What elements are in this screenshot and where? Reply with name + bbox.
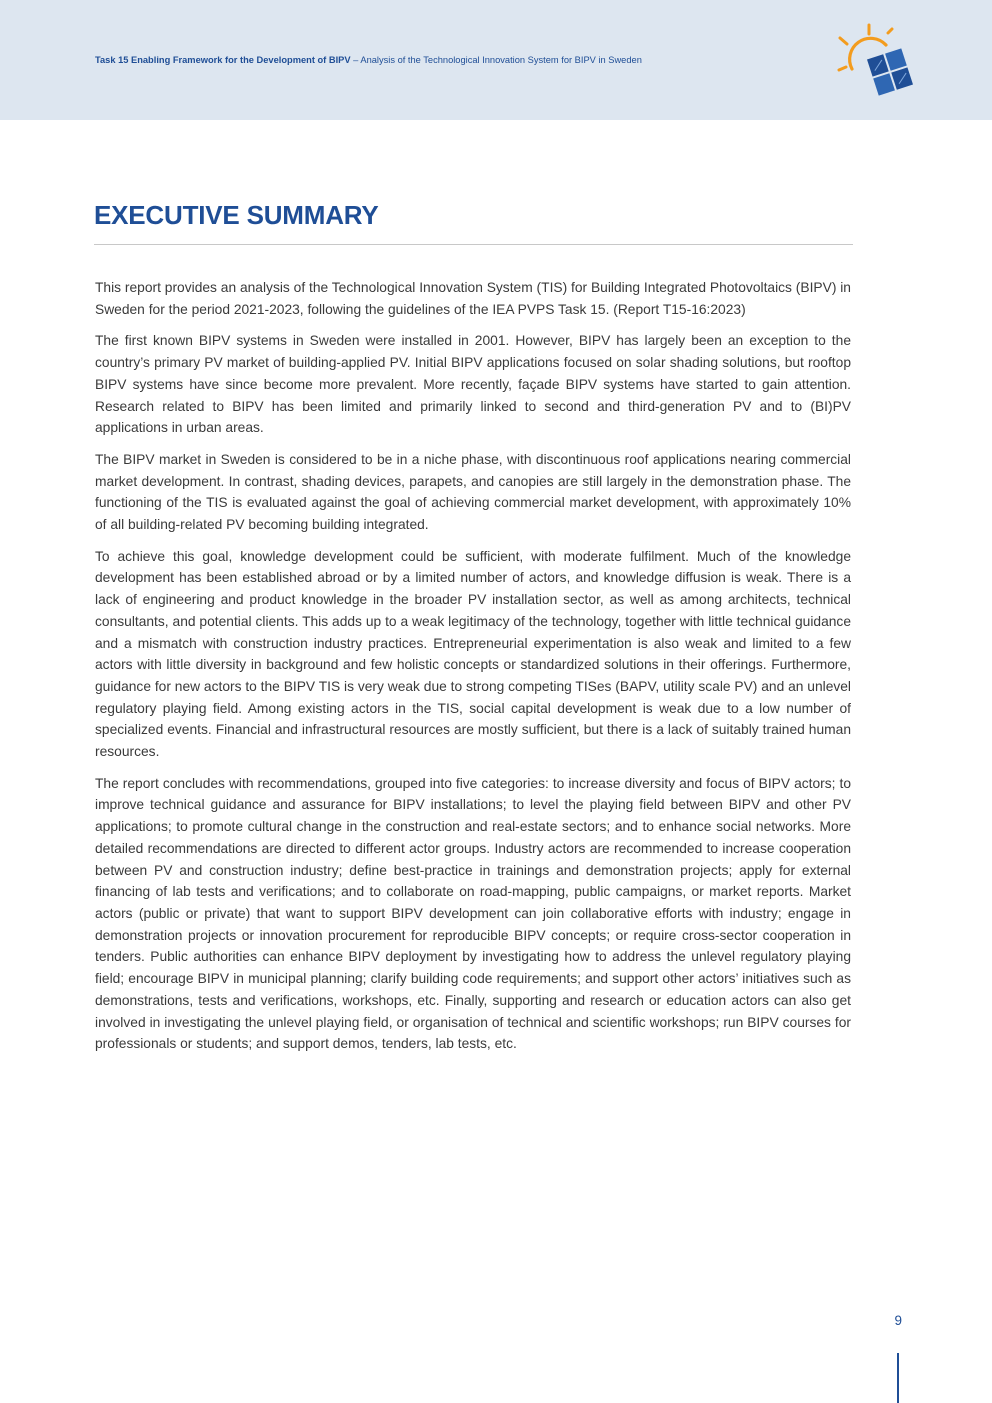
paragraph-functions: To achieve this goal, knowledge development could be sufficient, with moderate fulfilment. Much of the knowledge development has been established abroad or by a limited number of actors, and knowledge diffusion is weak. There is a lack of engineering and product knowledge in the broader PV installation sector, as well as among architects, technical consultants, and potential clients. This adds up to a weak legitimacy of the technology, together with little technical guidance and a mismatch with construction industry practices. Entrepreneurial experimentation is also weak and limited to a few actors with little diversity in background and few holistic concepts or standardized solutions in their offerings. Furthermore, guidance for new actors to the BIPV TIS is very weak due to strong competing TISes (BAPV, utility scale PV) and an unlevel regulatory playing field. Among existing actors in the TIS, social capital development is weak due to a low number of specialized events. Financial and infrastructural resources are mostly sufficient, but there is a lack of suitably trained human resources. [95,548,851,760]
page-title: EXECUTIVE SUMMARY [94,200,379,230]
running-header-task: Task 15 Enabling Framework for the Development of BIPV [95,55,351,65]
summary-body [95,277,851,1065]
paragraph-market: The BIPV market in Sweden is considered to be in a niche phase, with discontinuous roof applications nearing commercial market development. In contrast, shading devices, parapets, and canopies are still largely in the demonstration phase. The functioning of the TIS is evaluated against the goal of achieving commercial market development, with approximately 10% of all building-related PV becoming building integrated. [95,451,851,533]
header-band [0,0,992,120]
paragraph-history: The first known BIPV systems in Sweden were installed in 2001. However, BIPV has largely been an exception to the country’s primary PV market of building-applied PV. Initial BIPV applications focused on solar shading solutions, but rooftop BIPV systems have since become more prevalent. More recently, façade BIPV systems have started to gain attention. Research related to BIPV has been limited and primarily linked to second and third-generation PV and to (BI)PV applications in urban areas. [95,333,851,436]
running-header [95,55,642,65]
page-edge-bar [897,1353,899,1403]
running-header-subtitle: – Analysis of the Technological Innovation System for BIPV in Sweden [350,55,642,65]
page-number: 9 [894,1313,902,1328]
paragraph-recommendations: The report concludes with recommendations, grouped into five categories: to increase diversity and focus of BIPV actors; to improve technical guidance and assurance for BIPV installations; to level the playing field between BIPV and other PV applications; to promote cultural change in the construction and real-estate sectors; and to enhance social networks. More detailed recommendations are directed to different actor groups. Industry actors are recommended to increase cooperation between PV and construction industry; define best-practice in trainings and demonstration projects; apply for external financing of lab tests and verifications; and to collaborate on road-mapping, public campaigns, or market reports. Market actors (public or private) that want to support BIPV development can join collaborative efforts with industry; engage in demonstration projects or innovation procurement for reproducible BIPV concepts; or require cross-sector cooperation in tenders. Public authorities can enhance BIPV deployment by investigating how to address the unlevel regulatory playing field; encourage BIPV in municipal planning; clarify building code requirements; and support other actors’ initiatives such as demonstrations, tests and verifications, workshops, etc. Finally, supporting and research or education actors can also get involved in investigating the unlevel playing field, or organisation of technical and scientific workshops; run BIPV courses for professionals or students; and support demos, tenders, lab tests, etc. [95,775,851,1052]
title-divider [94,244,853,245]
paragraph-intro: This report provides an analysis of the Technological Innovation System (TIS) for Building Integrated Photovoltaics (BIPV) in Sweden for the period 2021-2023, following the guidelines of the IEA PVPS Task 15. (Report T15-16:2023) [95,280,851,317]
sun-with-solar-panel-icon [832,22,924,102]
